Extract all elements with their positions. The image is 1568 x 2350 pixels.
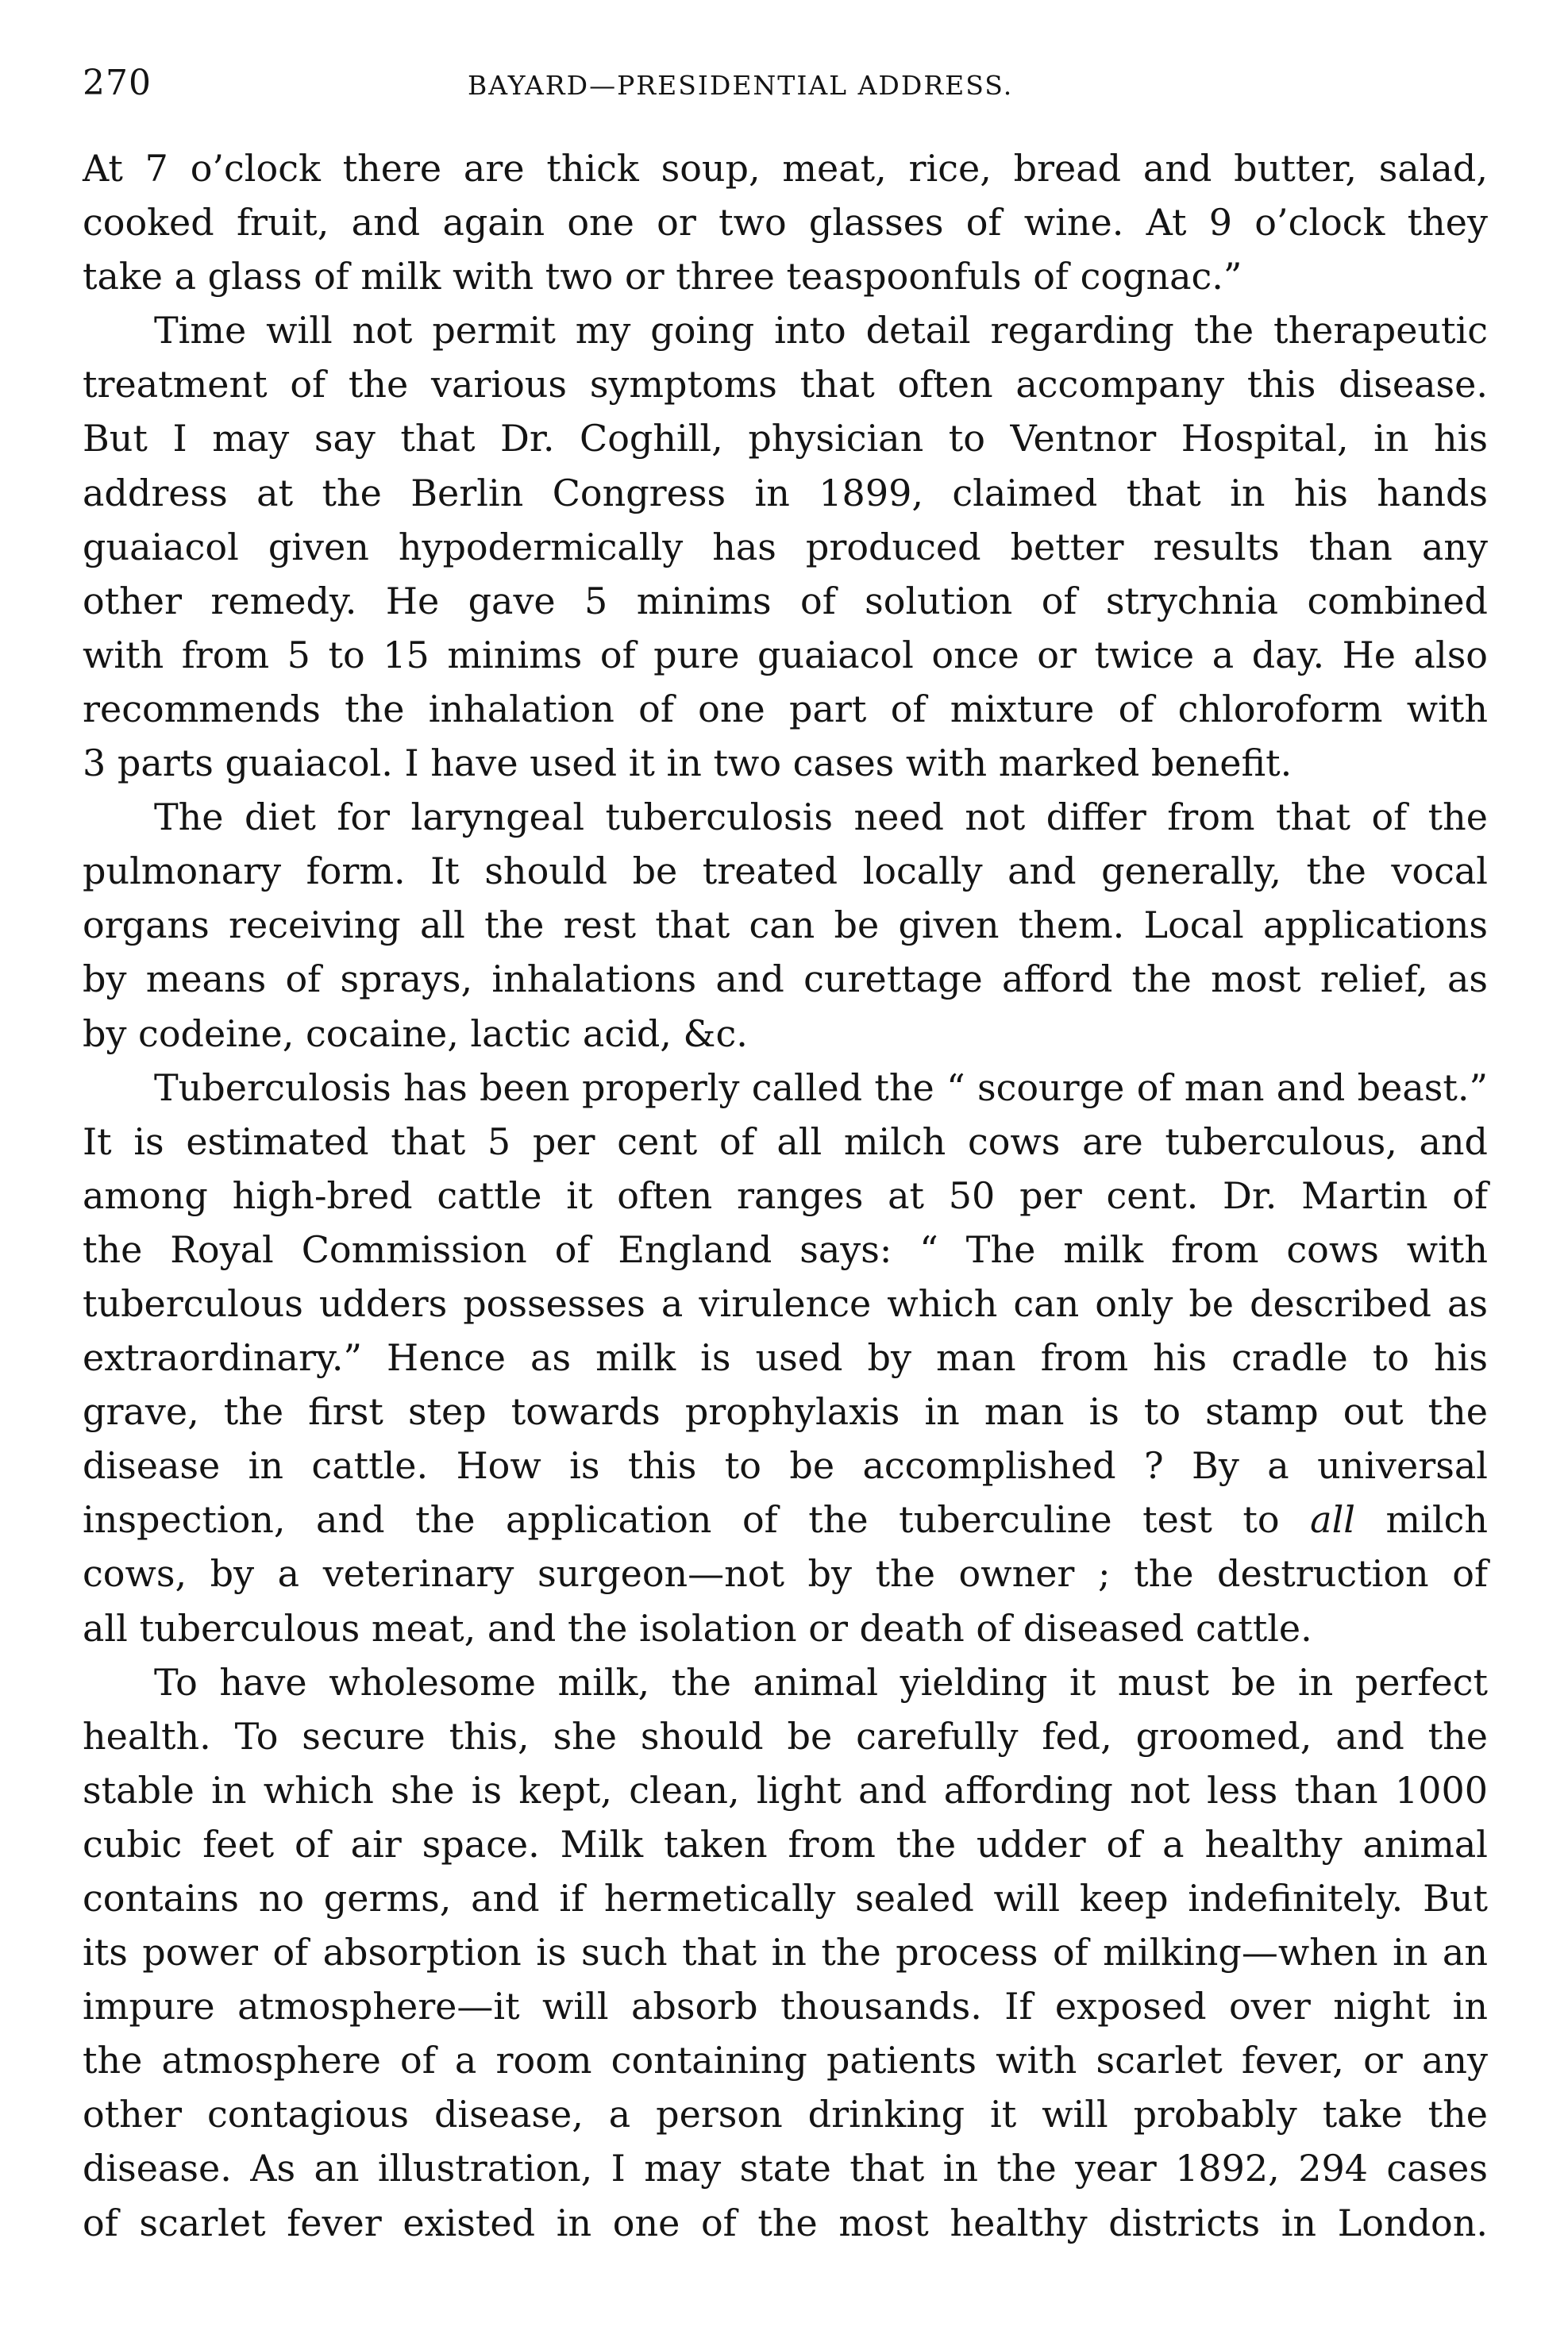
text-line: other remedy. He gave 5 minims of solution of strychnia combined	[83, 579, 1488, 622]
text-line: cubic feet of air space. Milk taken from the udder of a healthy animal	[83, 1822, 1488, 1866]
text-line: stable in which she is kept, clean, light and affording not less than 1000	[83, 1768, 1488, 1812]
text-line: Time will not permit my going into detail regarding the therapeutic	[154, 309, 1488, 352]
text-line: disease in cattle. How is this to be accomplished ? By a universal	[83, 1444, 1488, 1488]
emphasized-word: all	[1310, 1498, 1356, 1542]
text-line: take a glass of milk with two or three teaspoonfuls of cognac.”	[83, 255, 1242, 299]
text-line: treatment of the various symptoms that often accompany this disease.	[83, 363, 1488, 406]
text-line: organs receiving all the rest that can be given them. Local applications	[83, 903, 1488, 947]
text-line: impure atmosphere—it will absorb thousands. If exposed over night in	[83, 1985, 1488, 2028]
paragraph-3	[83, 790, 1488, 1060]
paragraph-5	[83, 1655, 1488, 2250]
text-line: cooked fruit, and again one or two glasses of wine. At 9 o’clock they	[83, 201, 1488, 245]
page-number: 270	[83, 63, 152, 103]
text-line: disease. As an illustration, I may state that in the year 1892, 294 cases	[83, 2147, 1488, 2190]
text-line: guaiacol given hypodermically has produced better results than any	[83, 525, 1488, 568]
text-segment: milch	[1355, 1498, 1488, 1542]
text-line: At 7 o’clock there are thick soup, meat, rice, bread and butter, salad,	[83, 147, 1488, 190]
paragraph-2	[83, 303, 1488, 790]
page-header	[83, 56, 1488, 111]
text-segment: inspection, and the application of the tuberculine test to	[83, 1498, 1311, 1542]
text-line: by codeine, cocaine, lactic acid, &c.	[83, 1011, 748, 1055]
text-line: the atmosphere of a room containing patients with scarlet fever, or any	[83, 2039, 1488, 2082]
body-text	[83, 141, 1488, 2250]
text-line: It is estimated that 5 per cent of all milch cows are tuberculous, and	[83, 1119, 1488, 1163]
text-line: address at the Berlin Congress in 1899, claimed that in his hands	[83, 471, 1488, 514]
text-line: other contagious disease, a person drinking it will probably take the	[83, 2093, 1488, 2136]
text-line: with from 5 to 15 minims of pure guaiacol once or twice a day. He also	[83, 633, 1488, 676]
text-line: But I may say that Dr. Coghill, physician to Ventnor Hospital, in his	[83, 417, 1488, 460]
text-line: by means of sprays, inhalations and curettage afford the most relief, as	[83, 957, 1488, 1001]
text-line: health. To secure this, she should be carefully fed, groomed, and the	[83, 1714, 1488, 1758]
text-line: extraordinary.” Hence as milk is used by man from his cradle to his	[83, 1336, 1488, 1380]
text-line: Tuberculosis has been properly called the “ scourge of man and beast.”	[154, 1065, 1488, 1109]
running-title: BAYARD—PRESIDENTIAL ADDRESS.	[468, 70, 1014, 101]
text-line: To have wholesome milk, the animal yielding it must be in perfect	[154, 1660, 1488, 1704]
text-line: recommends the inhalation of one part of mixture of chloroform with	[83, 687, 1488, 730]
text-line: grave, the first step towards prophylaxis in man is to stamp out the	[83, 1390, 1488, 1434]
text-line: cows, by a veterinary surgeon—not by the owner ; the destruction of	[83, 1552, 1488, 1596]
text-line: among high-bred cattle it often ranges at 50 per cent. Dr. Martin of	[83, 1173, 1488, 1217]
text-line: the Royal Commission of England says: “ The milk from cows with	[83, 1227, 1488, 1271]
paragraph-1	[83, 141, 1488, 303]
text-line: of scarlet fever existed in one of the most healthy districts in London.	[83, 2201, 1488, 2244]
text-line: all tuberculous meat, and the isolation or death of diseased cattle.	[83, 1606, 1312, 1650]
paragraph-4	[83, 1061, 1488, 1655]
text-line: The diet for laryngeal tuberculosis need not differ from that of the	[154, 796, 1488, 839]
text-line: 3 parts guaiacol. I have used it in two cases with marked benefit.	[83, 742, 1293, 785]
text-line: its power of absorption is such that in the process of milking—when in an	[83, 1931, 1488, 1974]
text-line: pulmonary form. It should be treated locally and generally, the vocal	[83, 849, 1488, 893]
text-line-with-emphasis	[83, 1493, 1488, 1547]
text-line: contains no germs, and if hermetically sealed will keep indefinitely. But	[83, 1877, 1488, 1920]
text-line: tuberculous udders possesses a virulence which can only be described as	[83, 1281, 1488, 1325]
